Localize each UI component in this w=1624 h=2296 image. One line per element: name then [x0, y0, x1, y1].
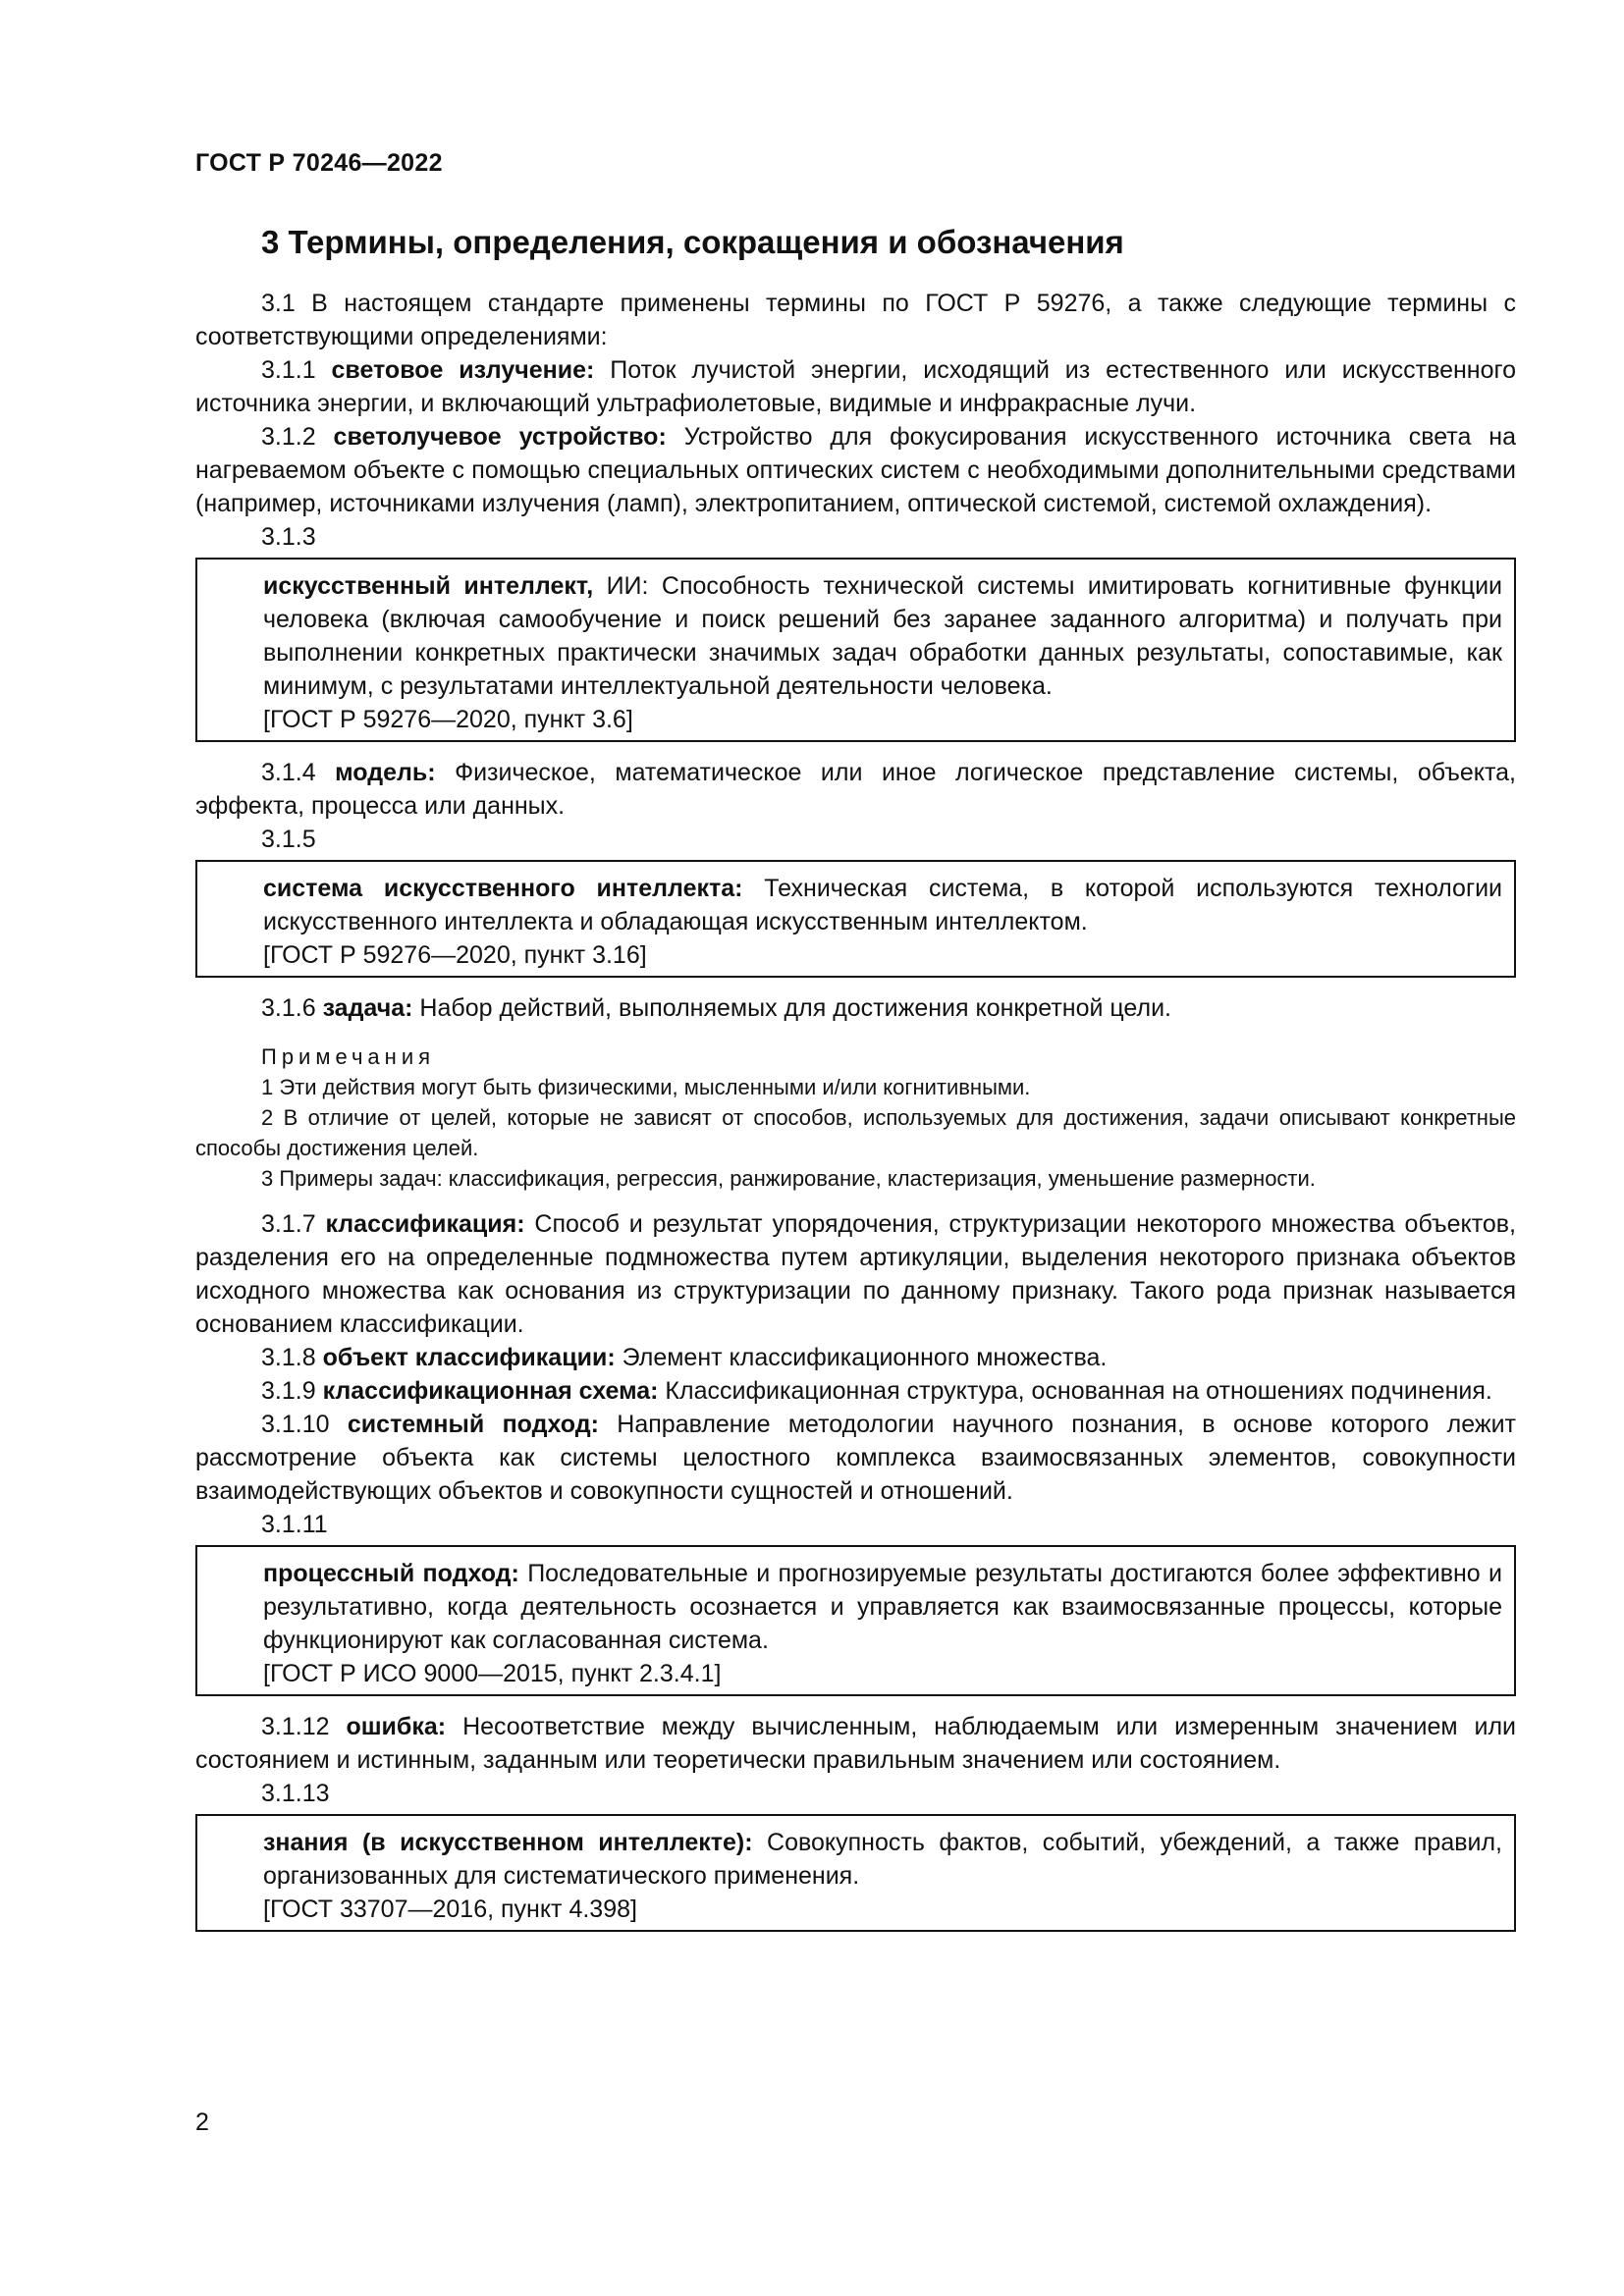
term-number-3-1-5: 3.1.5: [261, 826, 316, 853]
term-number: 3.1.8: [261, 1344, 323, 1371]
notes-title: Примечания: [261, 1044, 436, 1069]
term-definition: Несоответствие между вычисленным, наблюдаемым или измеренным значением или состоянием и истинным, заданным или теоретически правильным значением или состоянием.: [195, 1713, 1516, 1774]
term-name: ошибка:: [346, 1713, 447, 1740]
term-name: классификация:: [325, 1210, 525, 1238]
term-box-3-1-11: [195, 1545, 1516, 1696]
term-name: классификационная схема:: [322, 1377, 659, 1405]
term-3-1-12: [195, 1710, 1516, 1777]
term-name: процессный подход:: [263, 1560, 519, 1587]
section-title: 3 Термины, определения, сокращения и обозначения: [261, 224, 1124, 260]
term-name: знания (в искусственном интеллекте):: [263, 1829, 753, 1856]
term-name: модель:: [335, 759, 436, 786]
term-3-1-4: [195, 756, 1516, 823]
term-number: 3.1.1: [261, 356, 332, 384]
term-definition: ИИ: Способность технической системы имитировать когнитивные функции человека (включая самообучение и поиск решений без заранее заданного алгоритма) и получать при выполнении конкретных практически значимых задач обработки данных результаты, сопоставимые, как минимум, с результатами интеллектуальной деятельности человека.: [263, 572, 1502, 700]
term-number: 3.1.9: [261, 1377, 323, 1405]
term-3-1-13: [263, 1826, 1502, 1893]
term-definition: Физическое, математическое или иное логическое представление системы, объекта, эффекта, процесса или данных.: [195, 759, 1516, 820]
term-definition: Устройство для фокусирования искусственного источника света на нагреваемом объекте с помощью специальных оптических систем с необходимыми дополнительными средствами (например, источниками излучения (ламп), электропитанием, оптической системой, системой охлаждения).: [195, 423, 1516, 517]
term-3-1-3: [263, 569, 1502, 703]
term-box-3-1-5: [195, 860, 1516, 978]
term-number: 3.1.10: [261, 1411, 348, 1438]
term-source: [ГОСТ Р 59276—2020, пункт 3.6]: [263, 706, 633, 733]
term-number: 3.1.6: [261, 994, 323, 1022]
term-3-1-10: [195, 1408, 1516, 1508]
term-3-1-11: [263, 1557, 1502, 1657]
document-header: ГОСТ Р 70246—2022: [195, 149, 443, 177]
term-3-1-8: [195, 1341, 1516, 1374]
term-number: 3.1.12: [261, 1713, 347, 1740]
note-item: 2 В отличие от целей, которые не зависят от способов, используемых для достижения, задачи описывают конкретные способы достижения целей.: [195, 1105, 1516, 1160]
term-name: система искусственного интеллекта:: [263, 875, 743, 902]
term-box-3-1-13: [195, 1814, 1516, 1932]
term-number: 3.1.7: [261, 1210, 326, 1238]
term-3-1-6: [195, 991, 1516, 1025]
note-item: 3 Примеры задач: классификация, регрессия, ранжирование, кластеризация, уменьшение размерности.: [261, 1166, 1316, 1191]
term-box-3-1-3: [195, 558, 1516, 742]
term-source: [ГОСТ Р ИСО 9000—2015, пункт 2.3.4.1]: [263, 1660, 722, 1687]
term-name: задача:: [322, 994, 413, 1022]
term-3-1-5: [263, 872, 1502, 938]
term-number-3-1-11: 3.1.11: [261, 1511, 328, 1538]
term-name: световое излучение:: [331, 356, 595, 384]
term-number-3-1-3: 3.1.3: [261, 523, 316, 551]
term-name: светолучевое устройство:: [333, 423, 667, 451]
term-number-3-1-13: 3.1.13: [261, 1780, 330, 1807]
term-source: [ГОСТ Р 59276—2020, пункт 3.16]: [263, 941, 647, 969]
term-definition: Последовательные и прогнозируемые результаты достигаются более эффективно и результативно, когда деятельность осознается и управляется как взаимосвязанные процессы, которые функционируют как согласованная система.: [263, 1560, 1502, 1654]
term-3-1-9: [195, 1374, 1516, 1408]
term-source: [ГОСТ 33707—2016, пункт 4.398]: [263, 1896, 637, 1923]
paragraph-3-1: 3.1 В настоящем стандарте применены термины по ГОСТ Р 59276, а также следующие термины с соответствующими определениями:: [195, 290, 1516, 350]
term-definition: Элемент классификационного множества.: [615, 1344, 1108, 1371]
note-item: 1 Эти действия могут быть физическими, мысленными и/или когнитивными.: [261, 1075, 1031, 1099]
term-name: системный подход:: [347, 1411, 599, 1438]
term-3-1-2: [195, 420, 1516, 520]
term-definition: Классификационная структура, основанная на отношениях подчинения.: [658, 1377, 1492, 1405]
term-name: объект классификации:: [322, 1344, 616, 1371]
page-number: 2: [195, 2109, 209, 2136]
term-definition: Поток лучистой энергии, исходящий из естественного или искусственного источника энергии, и включающий ультрафиолетовые, видимые и инфракрасные лучи.: [195, 356, 1516, 417]
term-3-1-1: [195, 353, 1516, 420]
term-3-1-7: [195, 1207, 1516, 1341]
document-body: [195, 287, 1516, 1946]
term-definition: Направление методологии научного познания, в основе которого лежит рассмотрение объекта как системы целостного комплекса взаимосвязанных элементов, совокупности взаимодействующих объектов и совокупности сущностей и отношений.: [195, 1411, 1516, 1505]
term-number: 3.1.4: [261, 759, 336, 786]
term-definition: Способ и результат упорядочения, структуризации некоторого множества объектов, разделения его на определенные подмножества путем артикуляции, выделения некоторого признака объектов исходного множества как основания из структуризации по данному признаку. Такого рода признак называется основанием классификации.: [195, 1210, 1516, 1338]
term-name: искусственный интеллект,: [263, 572, 594, 600]
term-definition: Техническая система, в которой используются технологии искусственного интеллекта и обладающая искусственным интеллектом.: [263, 875, 1502, 935]
term-number: 3.1.2: [261, 423, 334, 451]
term-definition: Совокупность фактов, событий, убеждений, а также правил, организованных для систематического применения.: [263, 1829, 1503, 1890]
term-definition: Набор действий, выполняемых для достижения конкретной цели.: [412, 994, 1172, 1022]
